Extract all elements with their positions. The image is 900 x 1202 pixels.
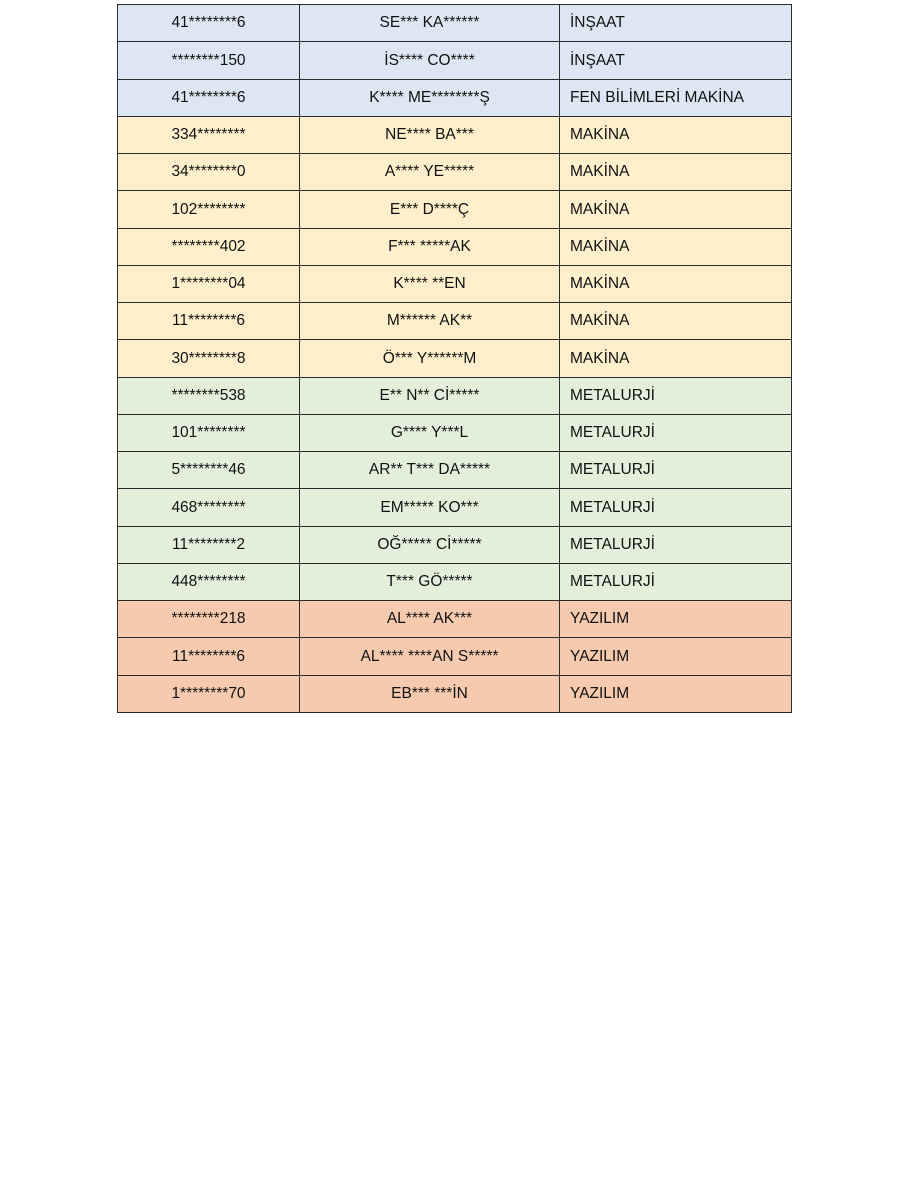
department-cell: MAKİNA xyxy=(560,116,792,153)
masked-name-cell: AR** T*** DA***** xyxy=(300,452,560,489)
department-cell: MAKİNA xyxy=(560,340,792,377)
id-number-cell: 102******** xyxy=(118,191,300,228)
table-row xyxy=(118,563,792,600)
id-number-cell: ********150 xyxy=(118,42,300,79)
results-sheet xyxy=(117,4,791,713)
id-number-cell: 41********6 xyxy=(118,5,300,42)
department-cell: YAZILIM xyxy=(560,601,792,638)
masked-name-cell: G**** Y***L xyxy=(300,414,560,451)
id-number-cell: 1********04 xyxy=(118,265,300,302)
department-cell: YAZILIM xyxy=(560,638,792,675)
department-cell: METALURJİ xyxy=(560,526,792,563)
department-cell: METALURJİ xyxy=(560,489,792,526)
id-number-cell: 11********2 xyxy=(118,526,300,563)
masked-name-cell: M****** AK** xyxy=(300,303,560,340)
id-number-cell: ********402 xyxy=(118,228,300,265)
table-row xyxy=(118,154,792,191)
id-number-cell: 11********6 xyxy=(118,638,300,675)
table-row xyxy=(118,638,792,675)
masked-name-cell: E*** D****Ç xyxy=(300,191,560,228)
table-row xyxy=(118,340,792,377)
table-row xyxy=(118,5,792,42)
student-list-table xyxy=(117,4,792,713)
table-row xyxy=(118,675,792,712)
id-number-cell: 334******** xyxy=(118,116,300,153)
department-cell: İNŞAAT xyxy=(560,42,792,79)
masked-name-cell: T*** GÖ***** xyxy=(300,563,560,600)
id-number-cell: 1********70 xyxy=(118,675,300,712)
masked-name-cell: A**** YE***** xyxy=(300,154,560,191)
masked-name-cell: EM***** KO*** xyxy=(300,489,560,526)
table-row xyxy=(118,79,792,116)
department-cell: MAKİNA xyxy=(560,191,792,228)
department-cell: METALURJİ xyxy=(560,563,792,600)
id-number-cell: 34********0 xyxy=(118,154,300,191)
id-number-cell: 448******** xyxy=(118,563,300,600)
masked-name-cell: OĞ***** Cİ***** xyxy=(300,526,560,563)
id-number-cell: 11********6 xyxy=(118,303,300,340)
id-number-cell: 41********6 xyxy=(118,79,300,116)
masked-name-cell: NE**** BA*** xyxy=(300,116,560,153)
department-cell: MAKİNA xyxy=(560,154,792,191)
masked-name-cell: İS**** CO**** xyxy=(300,42,560,79)
id-number-cell: ********538 xyxy=(118,377,300,414)
id-number-cell: ********218 xyxy=(118,601,300,638)
masked-name-cell: K**** **EN xyxy=(300,265,560,302)
table-row xyxy=(118,452,792,489)
department-cell: MAKİNA xyxy=(560,228,792,265)
id-number-cell: 5********46 xyxy=(118,452,300,489)
masked-name-cell: F*** *****AK xyxy=(300,228,560,265)
masked-name-cell: EB*** ***İN xyxy=(300,675,560,712)
table-row xyxy=(118,191,792,228)
table-row xyxy=(118,42,792,79)
table-row xyxy=(118,265,792,302)
department-cell: FEN BİLİMLERİ MAKİNA xyxy=(560,79,792,116)
table-row xyxy=(118,303,792,340)
id-number-cell: 468******** xyxy=(118,489,300,526)
department-cell: METALURJİ xyxy=(560,414,792,451)
table-row xyxy=(118,116,792,153)
department-cell: METALURJİ xyxy=(560,377,792,414)
id-number-cell: 30********8 xyxy=(118,340,300,377)
table-body xyxy=(118,5,792,713)
id-number-cell: 101******** xyxy=(118,414,300,451)
masked-name-cell: SE*** KA****** xyxy=(300,5,560,42)
masked-name-cell: E** N** Cİ***** xyxy=(300,377,560,414)
department-cell: METALURJİ xyxy=(560,452,792,489)
department-cell: YAZILIM xyxy=(560,675,792,712)
department-cell: MAKİNA xyxy=(560,303,792,340)
department-cell: MAKİNA xyxy=(560,265,792,302)
table-row xyxy=(118,489,792,526)
table-row xyxy=(118,377,792,414)
masked-name-cell: K**** ME********Ş xyxy=(300,79,560,116)
table-row xyxy=(118,228,792,265)
table-row xyxy=(118,414,792,451)
masked-name-cell: AL**** ****AN S***** xyxy=(300,638,560,675)
table-row xyxy=(118,601,792,638)
masked-name-cell: Ö*** Y******M xyxy=(300,340,560,377)
table-row xyxy=(118,526,792,563)
masked-name-cell: AL**** AK*** xyxy=(300,601,560,638)
department-cell: İNŞAAT xyxy=(560,5,792,42)
